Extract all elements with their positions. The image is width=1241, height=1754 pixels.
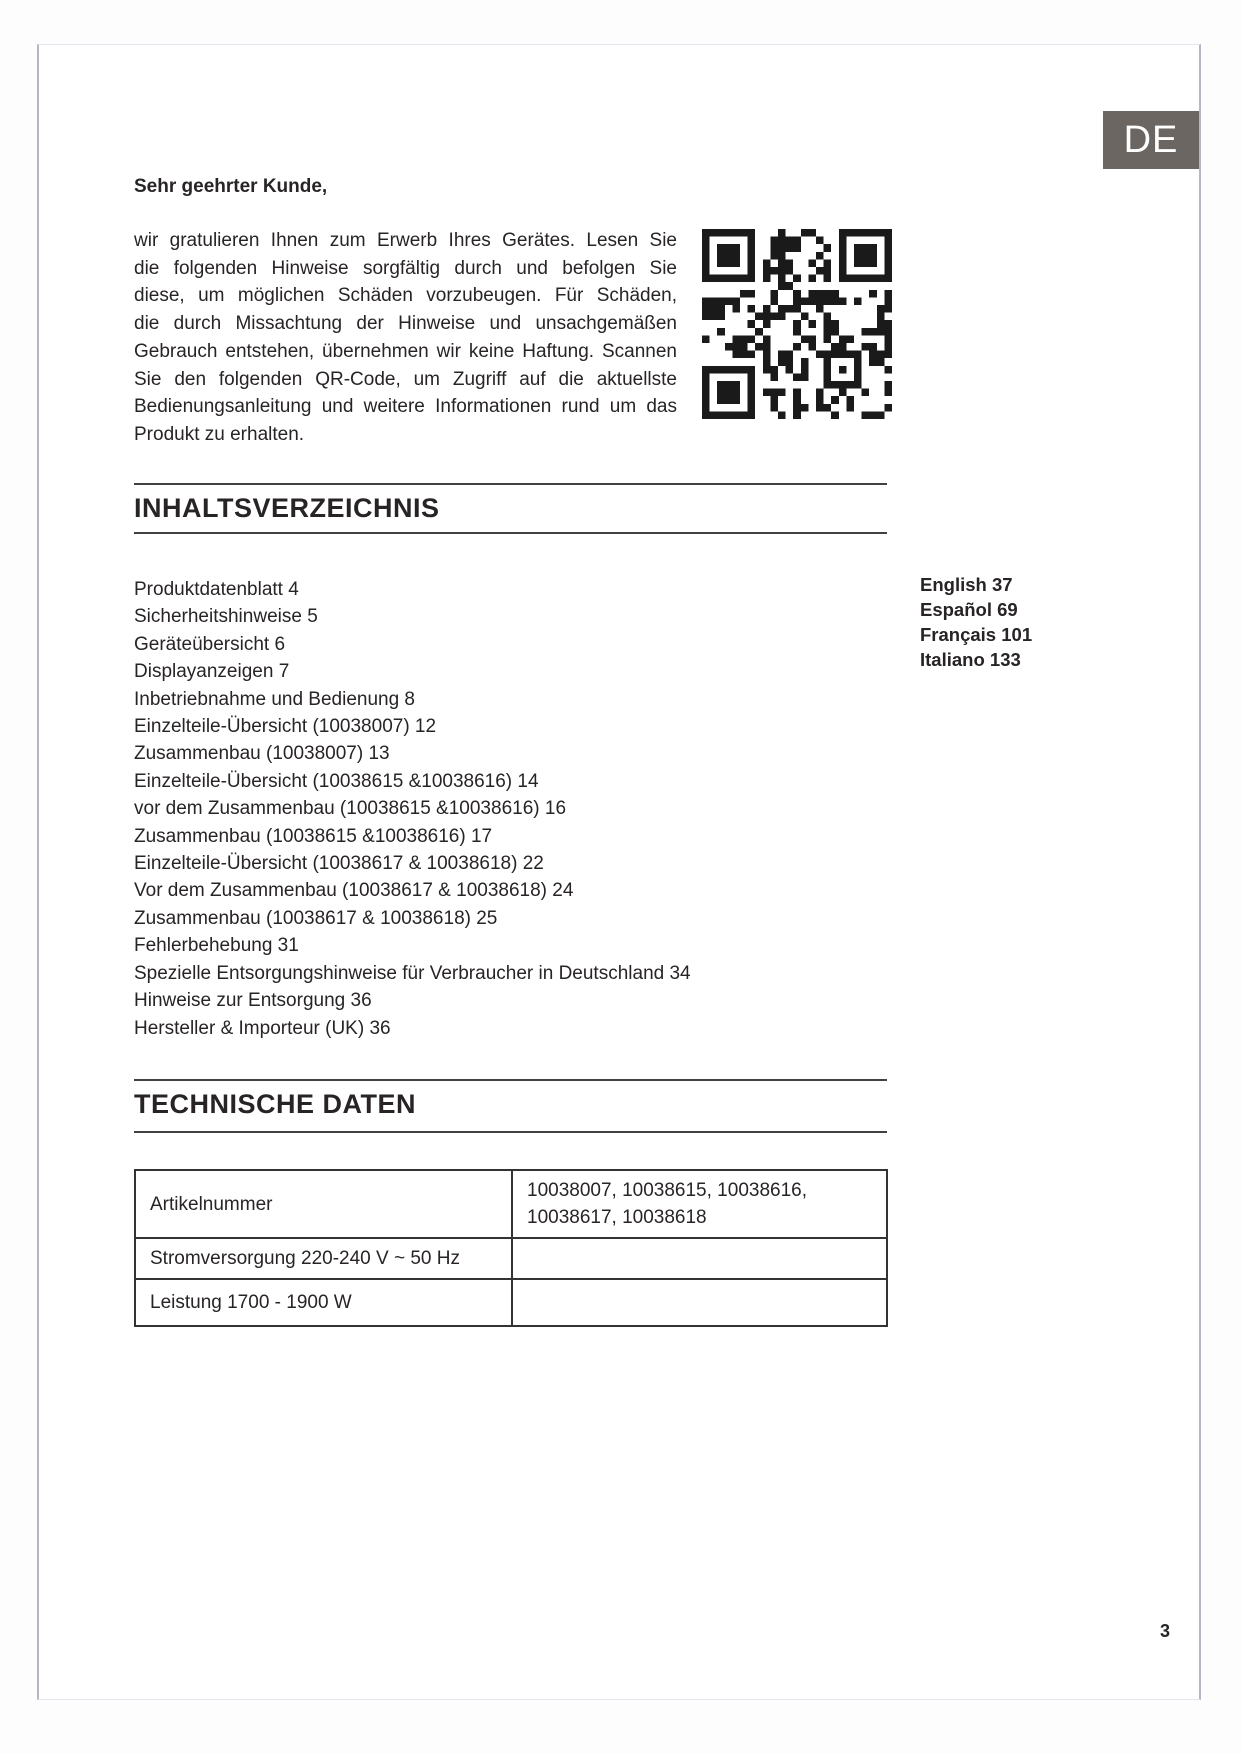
intro-paragraph-line: Bedienungsanleitung und weitere Informationen rund um das — [134, 396, 677, 418]
tech-table-value-cell — [512, 1279, 887, 1326]
toc-item: Inbetriebnahme und Bedienung 8 — [134, 688, 416, 710]
tech-table-row — [135, 1279, 887, 1326]
toc-item: Zusammenbau (10038615 &10038616) 17 — [134, 825, 493, 847]
section-rule-bottom — [134, 532, 887, 534]
language-toc-item: Español 69 — [920, 599, 1018, 620]
tech-table-label-cell: Stromversorgung 220-240 V ~ 50 Hz — [135, 1238, 512, 1279]
toc-item: Einzelteile-Übersicht (10038615 &10038616) 14 — [134, 770, 539, 792]
salutation-heading: Sehr geehrter Kunde, — [134, 176, 328, 197]
tech-table-label-cell: Artikelnummer — [135, 1170, 512, 1238]
language-tab-de: DE — [1103, 111, 1199, 169]
toc-item: Zusammenbau (10038007) 13 — [134, 743, 390, 765]
toc-section-heading: INHALTSVERZEICHNIS — [134, 493, 440, 523]
qr-code-image — [702, 229, 892, 419]
toc-item: Sicherheitshinweise 5 — [134, 606, 318, 628]
toc-item: Displayanzeigen 7 — [134, 661, 290, 683]
toc-list — [134, 576, 691, 1042]
language-toc-item: Italiano 133 — [920, 649, 1021, 670]
intro-paragraph-line: Gebrauch entstehen, übernehmen wir keine Haftung. Scannen — [134, 340, 677, 362]
toc-item: Hinweise zur Entsorgung 36 — [134, 990, 372, 1012]
toc-item: Fehlerbehebung 31 — [134, 935, 299, 957]
intro-paragraph-line: Sie den folgenden QR-Code, um Zugriff auf die aktuellste — [134, 368, 677, 390]
intro-paragraph-line: die folgenden Hinweise sorgfältig durch und befolgen Sie — [134, 257, 677, 279]
toc-item: Spezielle Entsorgungshinweise für Verbraucher in Deutschland 34 — [134, 962, 691, 984]
tech-section-rule-bottom — [134, 1131, 887, 1133]
toc-item: vor dem Zusammenbau (10038615 &10038616) 16 — [134, 798, 567, 820]
tech-table-value-cell: 10038007, 10038615, 10038616, 10038617, 10038618 — [512, 1170, 887, 1238]
intro-paragraph-line: diese, um möglichen Schäden vorzubeugen. Für Schäden, — [134, 285, 677, 307]
technical-data-table — [134, 1169, 888, 1327]
page-number: 3 — [1159, 1621, 1170, 1641]
toc-item: Geräteübersicht 6 — [134, 633, 286, 655]
toc-item: Zusammenbau (10038617 & 10038618) 25 — [134, 907, 498, 929]
tech-table-row — [135, 1170, 887, 1238]
manual-page — [37, 44, 1201, 1700]
toc-item: Vor dem Zusammenbau (10038617 & 10038618) 24 — [134, 880, 574, 902]
tech-table-value-cell — [512, 1238, 887, 1279]
toc-item: Einzelteile-Übersicht (10038617 & 10038618) 22 — [134, 853, 544, 875]
language-toc-item: Français 101 — [920, 624, 1033, 645]
intro-paragraph-line: Produkt zu erhalten. — [134, 423, 305, 445]
other-languages-list — [920, 572, 1032, 672]
language-toc-item: English 37 — [920, 574, 1013, 595]
intro-paragraph-line: wir gratulieren Ihnen zum Erwerb Ihres Gerätes. Lesen Sie — [134, 230, 677, 251]
toc-item: Einzelteile-Übersicht (10038007) 12 — [134, 716, 437, 738]
tech-table-label-cell: Leistung 1700 - 1900 W — [135, 1279, 512, 1326]
toc-item: Produktdatenblatt 4 — [134, 579, 299, 600]
intro-paragraph-line: die durch Missachtung der Hinweise und unsachgemäßen — [134, 313, 677, 335]
tech-table-row — [135, 1238, 887, 1279]
intro-paragraph — [134, 227, 677, 449]
toc-item: Hersteller & Importeur (UK) 36 — [134, 1017, 391, 1039]
tech-section-heading: TECHNISCHE DATEN — [134, 1089, 417, 1119]
